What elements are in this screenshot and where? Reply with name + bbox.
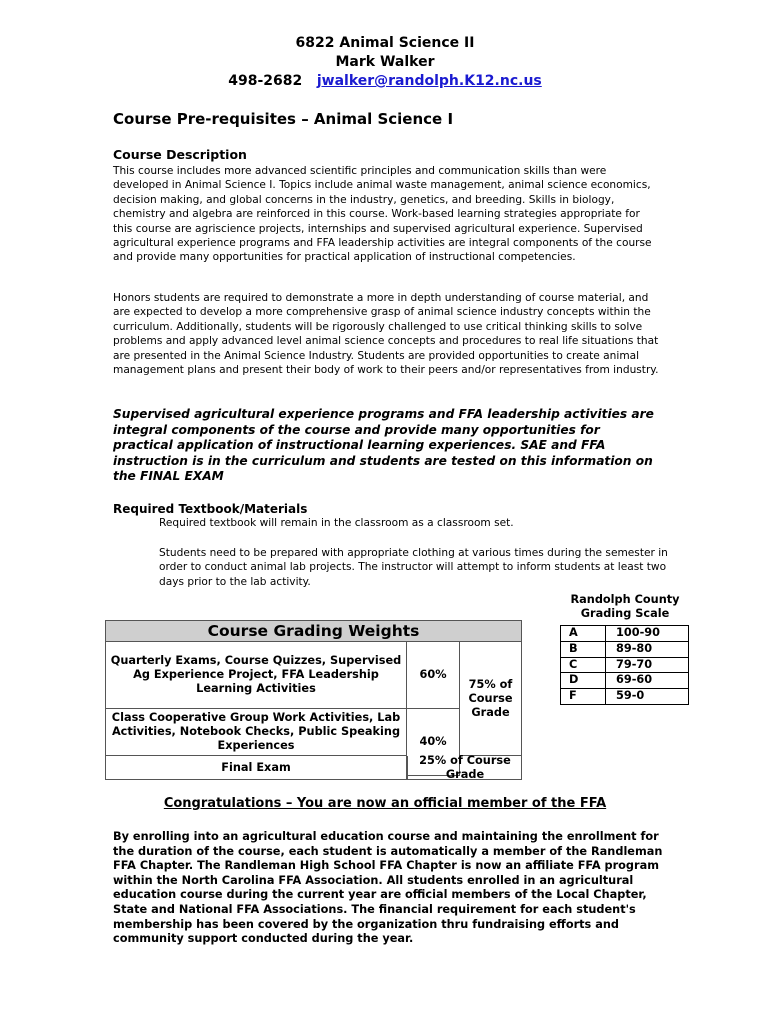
weights-row2-label [106, 709, 407, 756]
grading-scale-row [561, 626, 689, 642]
grade-range: 79-70 [606, 658, 689, 673]
weights-row1-percent [407, 642, 460, 709]
contact-line [0, 72, 770, 91]
grading-scale [560, 593, 690, 705]
course-title: 6822 Animal Science II [295, 35, 475, 51]
textbook-note: Required textbook will remain in the classroom as a classroom set. [159, 517, 514, 529]
textbook-heading: Required Textbook/Materials [113, 502, 308, 516]
document-header [0, 34, 770, 91]
grade-range: 59-0 [606, 689, 689, 704]
description-paragraph: This course includes more advanced scientific principles and communication skills than were developed in Animal Science I. Topics include animal waste management, animal science economics, decision making, and global concerns in the industry, genetics, and breeding. Skills in biology, chemistry and algebra are reinforced in this course. Work-based learning strategies appropriate for this course are agriscience projects, internships and supervised agricultural experience. Supervised agricultural experience programs and FFA leadership activities are integral components of the course and provide many opportunities for practical application of instructional competencies. [113, 165, 652, 264]
grade-range: 69-60 [606, 673, 689, 688]
grade-letter: A [561, 626, 606, 641]
clothing-note: Students need to be prepared with appropriate clothing at various times during the semester in order to conduct animal lab projects. The instructor will attempt to inform students at least two days prior to the lab activity. [159, 547, 668, 588]
grading-scale-row [561, 642, 689, 658]
weights-combined-text: 75% of Course Grade [468, 677, 513, 719]
weights-row1-text: Quarterly Exams, Course Quizzes, Supervised Ag Experience Project, FFA Leadership Learning Activities [110, 654, 402, 695]
weights-combined [460, 642, 521, 756]
grade-range: 100-90 [606, 626, 689, 641]
grade-letter: D [561, 673, 606, 688]
weights-row2-pct-text: 40% [419, 735, 447, 748]
prereq-heading: Course Pre-requisites – Animal Science I [113, 110, 454, 128]
grade-letter: F [561, 689, 606, 704]
teacher-name: Mark Walker [335, 54, 435, 70]
weights-row2-text: Class Cooperative Group Work Activities, Lab Activities, Notebook Checks, Public Speaking Experiences [111, 711, 401, 752]
honors-paragraph: Honors students are required to demonstrate a more in depth understanding of course material, and are expected to develop a more comprehensive grasp of animal science industry concepts within the curriculum. Additionally, students will be rigorously challenged to use critical thinking skills to solve problems and apply advanced level animal science concepts and procedures to real life situations that are presented in the Animal Science Industry. Students are provided opportunities to create animal management plans and present their body of work to their peers and/or representatives from industry. [113, 292, 659, 377]
grading-scale-title: Randolph County Grading Scale [570, 593, 680, 620]
grading-weights-title: Course Grading Weights [106, 621, 521, 642]
congrats-heading: Congratulations – You are now an official member of the FFA [163, 796, 607, 811]
ffa-membership-paragraph: By enrolling into an agricultural education course and maintaining the enrollment for the duration of the course, each student is automatically a member of the Randleman FFA Chapter. The Randleman High School FFA Chapter is now an affiliate FFA program within the North Carolina FFA Association. All students enrolled in an agricultural education course during the current year are official members of the Local Chapter, State and National FFA Associations. The financial requirement for each student's membership has been covered by the organization thru fundraising efforts and community support conducted during the year. [113, 830, 663, 946]
weights-final-label [106, 756, 407, 779]
grade-range: 89-80 [606, 642, 689, 657]
grading-weights-table [105, 620, 522, 780]
sae-ffa-emphasis: Supervised agricultural experience programs and FFA leadership activities are integral components of the course and provide many opportunities for practical application of instructional learning experiences. SAE and FFA instruction is in the curriculum and students are tested on this information on the FINAL EXAM [113, 407, 654, 484]
grading-scale-row [561, 689, 689, 705]
grading-scale-table [560, 625, 689, 705]
weights-final-text: Final Exam [221, 760, 291, 774]
grading-scale-row [561, 673, 689, 689]
weights-row1-pct-text: 60% [419, 668, 447, 681]
weights-final-pct-text: 25% of Course Grade [419, 753, 511, 781]
grade-letter: C [561, 658, 606, 673]
grading-scale-row [561, 658, 689, 674]
weights-final-percent [407, 753, 522, 781]
weights-row1-label [106, 642, 407, 709]
grade-letter: B [561, 642, 606, 657]
phone-number: 498-2682 [228, 73, 303, 89]
email-link[interactable]: jwalker@randolph.K12.nc.us [316, 73, 542, 89]
description-heading: Course Description [113, 147, 247, 162]
